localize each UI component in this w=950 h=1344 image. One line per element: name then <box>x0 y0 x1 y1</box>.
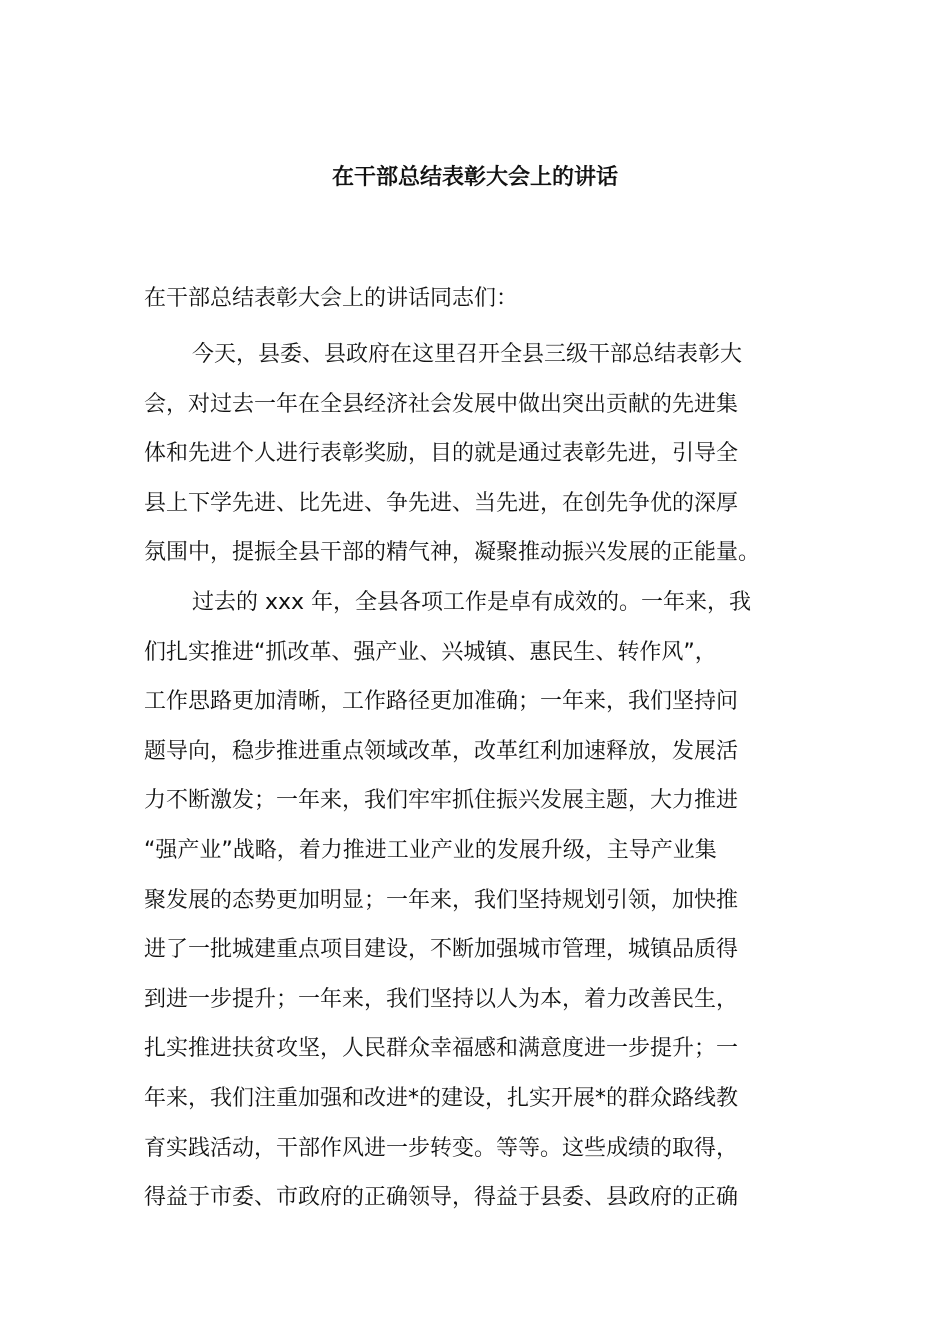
salutation: 在干部总结表彰大会上的讲话同志们： <box>144 286 519 311</box>
paragraph-line: 到进一步提升；一年来，我们坚持以人为本，着力改善民生， <box>144 986 739 1012</box>
paragraph-line: 力不断激发；一年来，我们牢牢抓住振兴发展主题，大力推进 <box>144 788 739 814</box>
paragraph-line: “强产业”战略，着力推进工业产业的发展升级，主导产业集 <box>144 837 717 863</box>
paragraph-line: 县上下学先进、比先进、争先进、当先进，在创先争优的深厚 <box>144 490 739 516</box>
paragraph-line: 过去的 xxx 年，全县各项工作是卓有成效的。一年来，我 <box>192 589 752 615</box>
document-title: 在干部总结表彰大会上的讲话 <box>331 165 618 190</box>
paragraph-line: 工作思路更加清晰，工作路径更加准确；一年来，我们坚持问 <box>144 689 739 715</box>
paragraph-line: 育实践活动，干部作风进一步转变。等等。这些成绩的取得， <box>144 1135 739 1161</box>
paragraph-line: 会，对过去一年在全县经济社会发展中做出突出贡献的先进集 <box>144 391 739 417</box>
paragraph-line: 聚发展的态势更加明显；一年来，我们坚持规划引领，加快推 <box>144 887 739 913</box>
paragraph-line: 体和先进个人进行表彰奖励，目的就是通过表彰先进，引导全 <box>144 441 739 467</box>
paragraph-line: 今天，县委、县政府在这里召开全县三级干部总结表彰大 <box>192 342 743 367</box>
paragraph-line: 氛围中，提振全县干部的精气神，凝聚推动振兴发展的正能量。 <box>144 540 761 566</box>
paragraph-line: 们扎实推进“抓改革、强产业、兴城镇、惠民生、转作风”， <box>144 639 717 665</box>
document-body <box>144 330 808 1223</box>
paragraph-line: 得益于市委、市政府的正确领导，得益于县委、县政府的正确 <box>144 1185 739 1211</box>
paragraph-line: 年来，我们注重加强和改进*的建设，扎实开展*的群众路线教 <box>144 1085 739 1111</box>
paragraph-line: 扎实推进扶贫攻坚，人民群众幸福感和满意度进一步提升；一 <box>144 1036 739 1062</box>
paragraph-line: 进了一批城建重点项目建设，不断加强城市管理，城镇品质得 <box>144 937 739 963</box>
paragraph-line: 题导向，稳步推进重点领域改革，改革红利加速释放，发展活 <box>144 738 739 764</box>
